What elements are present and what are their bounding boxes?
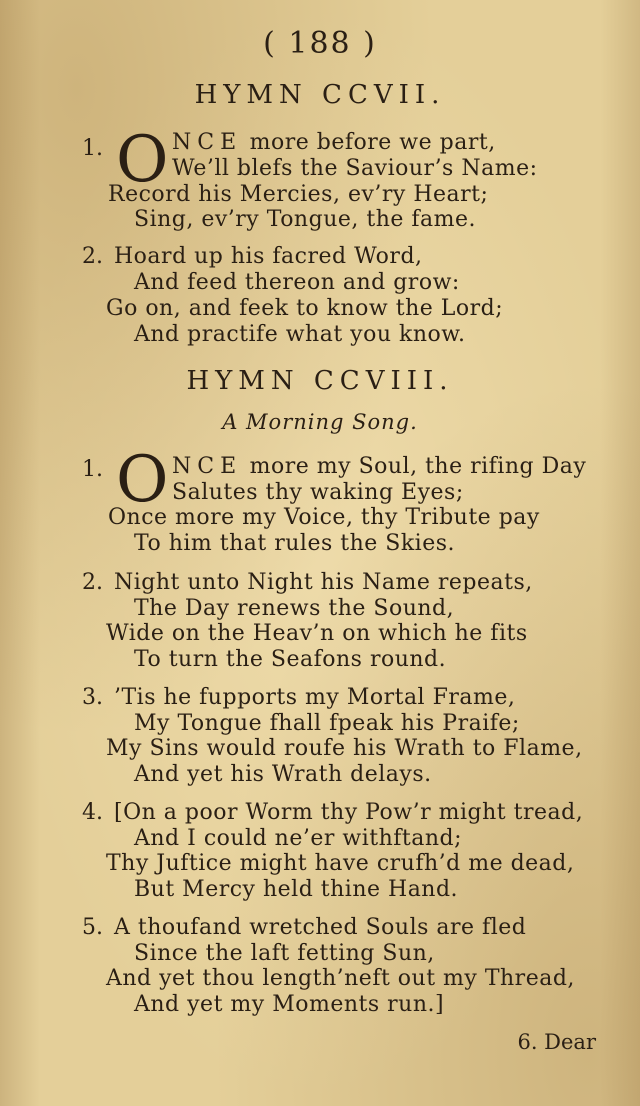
verse-line: Since the laft fetting Sun,	[134, 941, 435, 966]
verse-number: 3.	[82, 685, 103, 710]
drop-cap: O	[116, 123, 169, 197]
verse-number: 2.	[82, 244, 103, 269]
verse-line-text: more before we part,	[242, 130, 496, 155]
verse-line: Wide on the Heav’n on which he fits	[106, 621, 528, 646]
verse-line: Hoard up his facred Word,	[114, 244, 423, 269]
hymn-title: HYMN CCVII.	[194, 80, 446, 110]
catchword: 6. Dear	[517, 1030, 596, 1054]
verse-line: And I could ne’er withftand;	[134, 826, 463, 851]
verse-line: And yet my Moments run.]	[134, 992, 445, 1017]
verse-line: And yet thou length’neft out my Thread,	[106, 966, 575, 991]
small-caps: NCE	[172, 454, 243, 479]
small-caps: NCE	[172, 130, 243, 155]
verse-line: Sing, ev’ry Tongue, the fame.	[134, 207, 477, 232]
verse-line: Salutes thy waking Eyes;	[172, 480, 464, 505]
verse-line: But Mercy held thine Hand.	[134, 877, 459, 902]
verse-line-text: more my Soul, the rifing Day	[242, 454, 587, 479]
verse-line: And yet his Wrath delays.	[134, 762, 432, 787]
verse-line: To turn the Seafons round.	[134, 647, 447, 672]
verse-line: We’ll blefs the Saviour’s Name:	[172, 156, 538, 181]
verse-line	[172, 130, 496, 155]
drop-cap: O	[116, 443, 169, 517]
verse-number: 4.	[82, 800, 103, 825]
verse-line: And feed thereon and grow:	[134, 270, 460, 295]
verse-line: Go on, and feek to know the Lord;	[106, 296, 504, 321]
verse-number: 5.	[82, 915, 103, 940]
verse-line: Once more my Voice, thy Tribute pay	[108, 505, 540, 530]
hymn-title: HYMN CCVIII.	[186, 366, 454, 396]
verse-line: The Day renews the Sound,	[134, 596, 455, 621]
verse-line: My Sins would roufe his Wrath to Flame,	[106, 736, 583, 761]
verse-line: A thoufand wretched Souls are fled	[114, 915, 527, 940]
verse-line: Thy Juftice might have crufh’d me dead,	[106, 851, 575, 876]
verse-number: 2.	[82, 570, 103, 595]
verse-line	[172, 454, 586, 479]
verse-line: To him that rules the Skies.	[134, 531, 456, 556]
verse-number: 1.	[82, 136, 103, 161]
verse-line: And practife what you know.	[134, 322, 466, 347]
verse-line: [On a poor Worm thy Pow’r might tread,	[114, 800, 584, 825]
verse-number: 1.	[82, 457, 103, 482]
verse-line: Night unto Night his Name repeats,	[114, 570, 533, 595]
page-number: ( 188 )	[263, 26, 377, 61]
verse-line: ’Tis he fupports my Mortal Frame,	[114, 685, 516, 710]
verse-line: My Tongue fhall fpeak his Praife;	[134, 711, 520, 736]
verse-line: Record his Mercies, ev’ry Heart;	[108, 182, 489, 207]
hymn-subtitle: A Morning Song.	[222, 410, 418, 434]
